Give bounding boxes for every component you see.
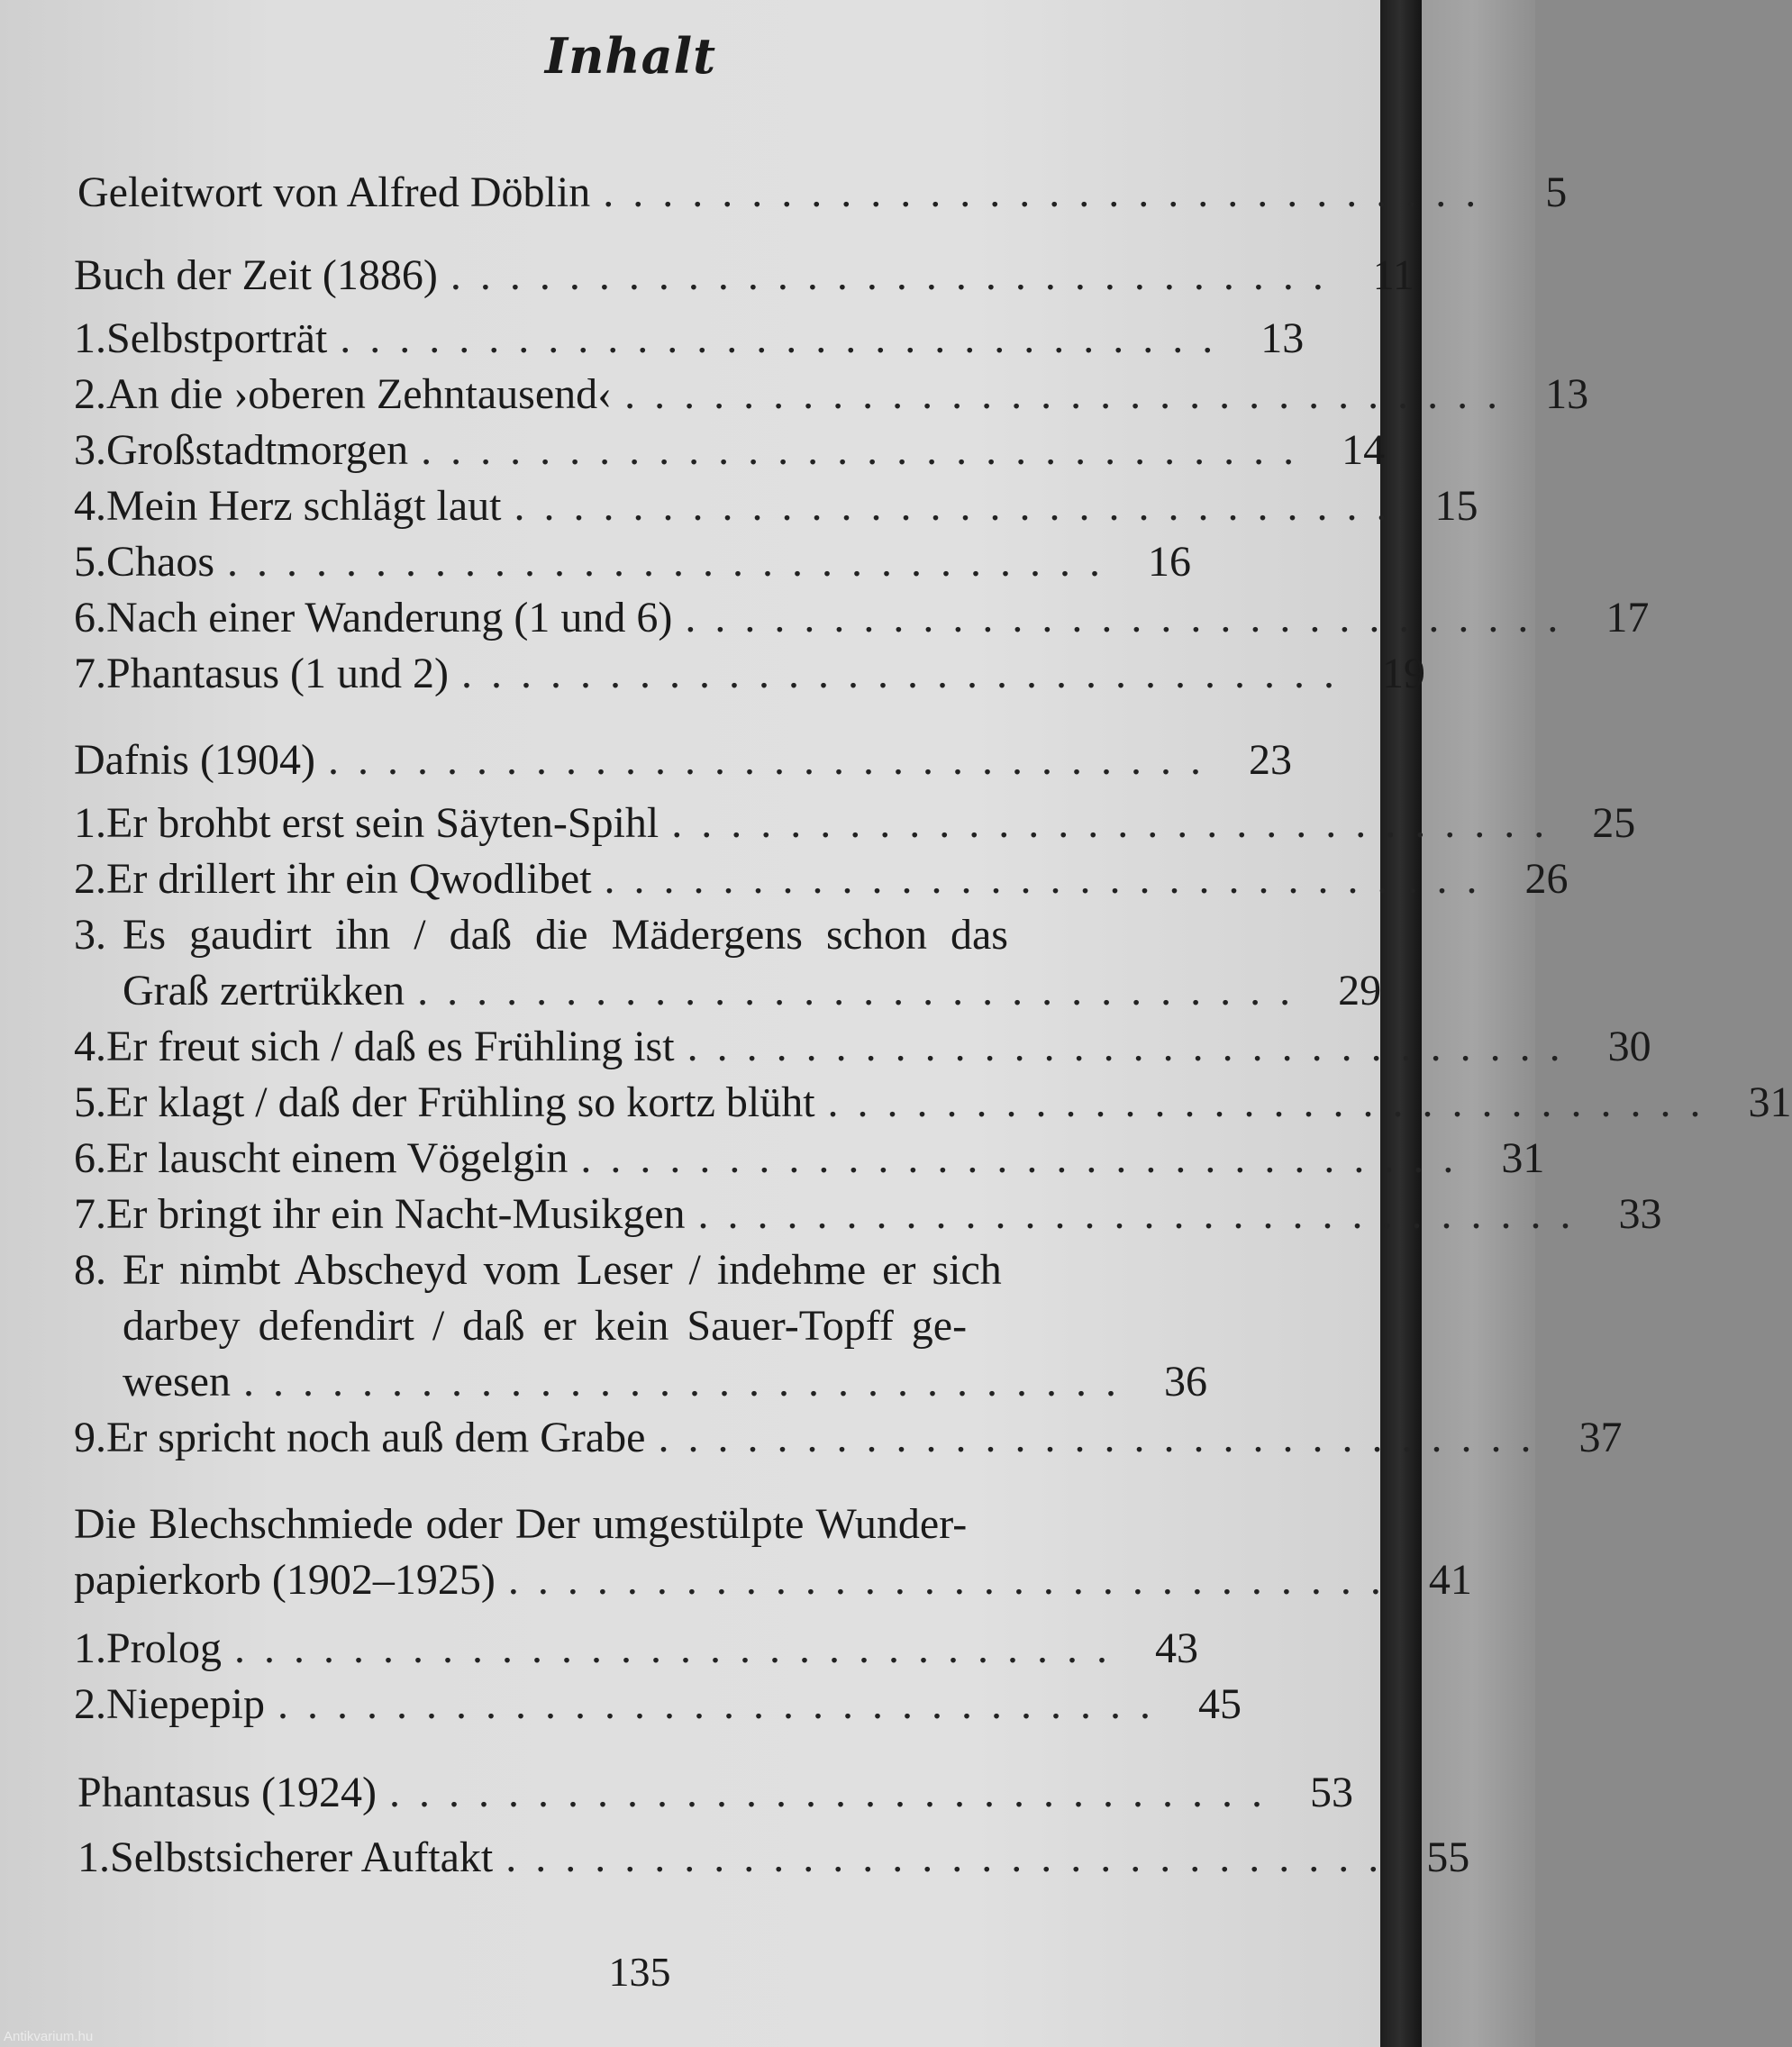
toc-page-number: 5: [1545, 168, 1568, 216]
toc-entry: [74, 1187, 1662, 1242]
page-title: Inhalt: [544, 27, 717, 85]
toc-entry: [74, 1243, 1191, 1297]
toc-entry-title: Er nimbt Abscheyd vom Leser / indehme er sich: [123, 1246, 1002, 1294]
toc-entry-title: Geleitwort von Alfred Döblin: [77, 168, 591, 216]
toc-entry-number: 1.: [77, 1833, 110, 1881]
toc-leader-dots: ..............................: [277, 1680, 1169, 1728]
toc-entry-title: Niepepip: [106, 1680, 265, 1728]
toc-entry-title: Er drillert ihr ein Qwodlibet: [106, 855, 592, 903]
toc-entry-title-continued: wesen: [123, 1358, 231, 1406]
page-number-footer: 135: [608, 1949, 671, 1995]
toc-leader-dots: ..............................: [507, 1556, 1400, 1604]
toc-page-number: 26: [1524, 855, 1569, 903]
toc-page-number: 16: [1148, 538, 1191, 586]
toc-entry-continuation: [74, 964, 1382, 1018]
toc-page-number: 19: [1381, 650, 1425, 697]
toc-entry: [77, 1831, 1470, 1885]
toc-section-heading: [77, 1766, 1353, 1820]
toc-page-number: 30: [1607, 1023, 1651, 1070]
toc-page-number: 45: [1197, 1680, 1242, 1728]
toc-leader-dots: ..............................: [421, 426, 1314, 474]
toc-entry-title: Phantasus (1 und 2): [106, 650, 449, 697]
toc-entry-title: Die Blechschmiede oder Der umgestülpte Wunder-: [74, 1500, 968, 1548]
toc-page-number: 41: [1428, 1556, 1472, 1604]
toc-page-number: 23: [1248, 736, 1292, 784]
toc-leader-dots: ..............................: [687, 1023, 1579, 1070]
toc-leader-dots: ..............................: [327, 736, 1220, 784]
toc-entry-number: 1.: [74, 799, 106, 847]
toc-page-number: 13: [1260, 314, 1305, 362]
toc-leader-dots: ..............................: [505, 1833, 1398, 1881]
toc-entry-title: Chaos: [106, 538, 214, 586]
toc-entry-number: 8.: [74, 1246, 106, 1294]
toc-leader-dots: ..............................: [697, 1190, 1590, 1238]
toc-leader-dots: ..............................: [450, 251, 1342, 299]
toc-entry-number: 1.: [74, 1624, 106, 1672]
toc-page-number: 31: [1501, 1134, 1545, 1182]
watermark: Antikvarium.hu: [4, 2029, 94, 2044]
toc-page-number: 11: [1372, 251, 1414, 299]
toc-entry-title-continued: papierkorb (1902–1925): [74, 1556, 496, 1604]
toc-entry: [74, 591, 1650, 645]
toc-entry-number: 2.: [74, 1680, 106, 1728]
toc-section-heading: [74, 249, 1414, 303]
toc-entry-number: 7.: [74, 650, 106, 697]
toc-page-number: 55: [1426, 1833, 1470, 1881]
toc-page-number: 53: [1309, 1769, 1353, 1816]
toc-leader-dots: ..............................: [417, 967, 1310, 1014]
toc-entry-number: 6.: [74, 1134, 106, 1182]
toc-leader-dots: ..............................: [234, 1624, 1127, 1672]
toc-entry-title: Er freut sich / daß es Frühling ist: [106, 1023, 675, 1070]
toc-entry: [74, 1411, 1623, 1465]
toc-page-number: 31: [1748, 1078, 1792, 1126]
toc-section-heading: [74, 1497, 1191, 1551]
toc-entry-title-continued: Graß zertrükken: [123, 967, 405, 1014]
toc-page-number: 36: [1163, 1358, 1207, 1406]
toc-leader-dots: ..............................: [580, 1134, 1473, 1182]
toc-leader-dots: ..............................: [514, 482, 1406, 530]
toc-entry: [74, 852, 1569, 906]
toc-entry-number: 6.: [74, 594, 106, 641]
toc-entry-number: 5.: [74, 538, 106, 586]
toc-leader-dots: ..............................: [624, 370, 1517, 418]
toc-entry: [74, 1132, 1545, 1186]
toc-entry-number: 1.: [74, 314, 106, 362]
toc-entry-title: Großstadtmorgen: [106, 426, 409, 474]
toc-entry-number: 9.: [74, 1414, 106, 1461]
toc-entry-title: An die ›oberen Zehntausend‹: [106, 370, 613, 418]
toc-entry-title: Er bringt ihr ein Nacht-Musikgen: [106, 1190, 686, 1238]
toc-page-number: 37: [1578, 1414, 1623, 1461]
toc-entry-title: Er lauscht einem Vögelgin: [106, 1134, 569, 1182]
toc-leader-dots: ..............................: [827, 1078, 1720, 1126]
toc-entry: [74, 1678, 1242, 1732]
toc-entry-title: Selbstporträt: [106, 314, 328, 362]
toc-entry-title: Er brohbt erst sein Säyten-Spihl: [106, 799, 659, 847]
toc-entry-number: 2.: [74, 370, 106, 418]
toc-entry-continuation: [74, 1355, 1207, 1409]
toc-page-number: 33: [1618, 1190, 1662, 1238]
toc-section-heading-continuation: [74, 1553, 1472, 1607]
toc-entry-title: Prolog: [106, 1624, 223, 1672]
toc-page-number: 29: [1338, 967, 1382, 1014]
toc-entry: [74, 535, 1191, 589]
toc-leader-dots: ..............................: [685, 594, 1578, 641]
toc-page-number: 13: [1545, 370, 1589, 418]
toc-entry-title: Phantasus (1924): [77, 1769, 377, 1816]
toc-entry-title: Er spricht noch auß dem Grabe: [106, 1414, 646, 1461]
toc-entry: [77, 166, 1568, 220]
toc-leader-dots: ..............................: [658, 1414, 1551, 1461]
toc-entry-title: Buch der Zeit (1886): [74, 251, 438, 299]
toc-entry-number: 5.: [74, 1078, 106, 1126]
toc-entry-title: Er klagt / daß der Frühling so kortz blüht: [106, 1078, 815, 1126]
toc-entry-title: Es gaudirt ihn / daß die Mädergens schon das: [123, 911, 1008, 959]
toc-page-number: 43: [1155, 1624, 1199, 1672]
toc-section-heading: [74, 733, 1292, 787]
toc-page-number: 15: [1434, 482, 1478, 530]
toc-page-number: 17: [1606, 594, 1650, 641]
toc-entry-continuation: [74, 1299, 1191, 1353]
toc-entry-number: 3.: [74, 426, 106, 474]
toc-entry-title: Mein Herz schlägt laut: [106, 482, 502, 530]
toc-entry-number: 4.: [74, 1023, 106, 1070]
toc-leader-dots: ..............................: [242, 1358, 1135, 1406]
toc-page-number: 25: [1592, 799, 1636, 847]
toc-entry: [74, 1020, 1651, 1074]
toc-leader-dots: ..............................: [603, 168, 1496, 216]
toc-leader-dots: ..............................: [460, 650, 1353, 697]
toc-entry-number: 7.: [74, 1190, 106, 1238]
toc-page-number: 14: [1342, 426, 1386, 474]
toc-entry-title: Dafnis (1904): [74, 736, 315, 784]
toc-entry: [74, 368, 1589, 422]
toc-entry-title-continued: darbey defendirt / daß er kein Sauer-Topff ge-: [123, 1302, 968, 1350]
toc-leader-dots: ..............................: [604, 855, 1496, 903]
toc-leader-dots: ..............................: [340, 314, 1233, 362]
toc-entry: [74, 479, 1478, 533]
toc-entry: [74, 312, 1305, 366]
toc-entry: [74, 647, 1425, 701]
toc-entry-title: Nach einer Wanderung (1 und 6): [106, 594, 673, 641]
toc-entry: [74, 908, 1191, 962]
toc-entry: [74, 1076, 1792, 1130]
toc-entry-title: Selbstsicherer Auftakt: [110, 1833, 494, 1881]
toc-leader-dots: ..............................: [671, 799, 1564, 847]
toc-entry-number: 2.: [74, 855, 106, 903]
toc-entry: [74, 1622, 1199, 1676]
toc-leader-dots: ..............................: [388, 1769, 1281, 1816]
toc-entry-number: 4.: [74, 482, 106, 530]
toc-entry: [74, 423, 1386, 478]
toc-entry-number: 3.: [74, 911, 106, 959]
toc-leader-dots: ..............................: [227, 538, 1119, 586]
toc-entry: [74, 796, 1636, 851]
